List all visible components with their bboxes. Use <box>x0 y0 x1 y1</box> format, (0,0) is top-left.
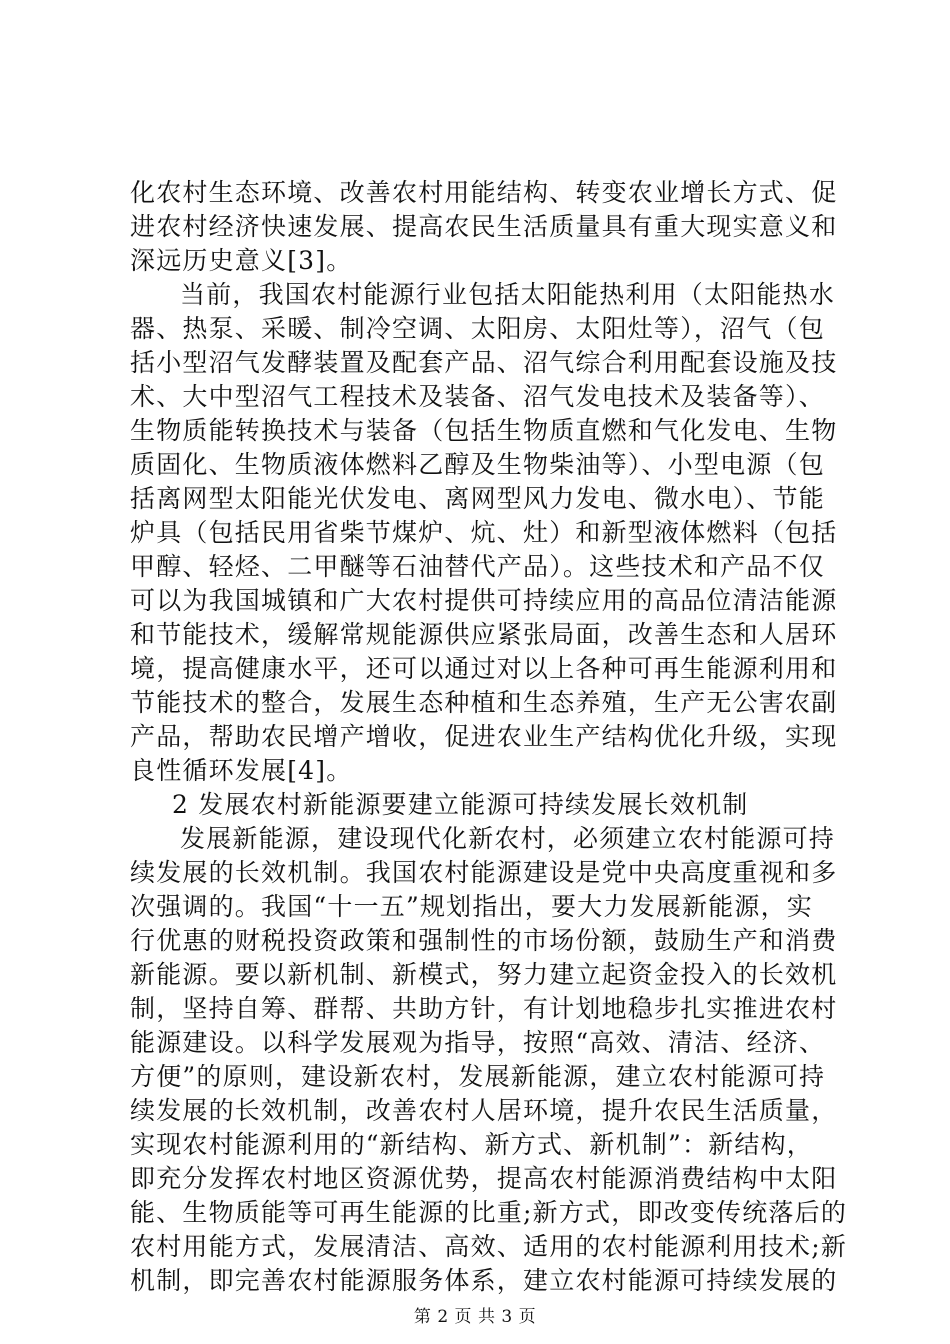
text-line: 甲醇、轻烃、二甲醚等石油替代产品）。这些技术和产品不仅 <box>130 552 825 581</box>
paragraph-start-line: 当前，我国农村能源行业包括太阳能热利用（太阳能热水 <box>180 280 836 309</box>
text-line: 续发展的长效机制，改善农村人居环境，提升农民生活质量， <box>130 1096 838 1125</box>
text-line: 术、大中型沼气工程技术及装备、沼气发电技术及装备等）、 <box>130 382 825 411</box>
text-line: 制，坚持自筹、群帮、共助方针，有计划地稳步扎实推进农村 <box>130 994 838 1023</box>
text-line: 炉具（包括民用省柴节煤炉、炕、灶）和新型液体燃料（包括 <box>130 518 838 547</box>
text-line: 产品，帮助农民增产增收，促进农业生产结构优化升级，实现 <box>130 722 838 751</box>
text-line: 实现农村能源利用的“新结构、新方式、新机制”：新结构， <box>130 1130 813 1159</box>
text-line: 农村用能方式，发展清洁、高效、适用的农村能源利用技术;新 <box>130 1232 848 1261</box>
paragraph-start-line: 发展新能源，建设现代化新农村，必须建立农村能源可持 <box>180 824 836 853</box>
text-line: 境，提高健康水平，还可以通过对以上各种可再生能源利用和 <box>130 654 838 683</box>
text-line: 括小型沼气发酵装置及配套产品、沼气综合利用配套设施及技 <box>130 348 838 377</box>
text-line: 质固化、生物质液体燃料乙醇及生物柴油等）、小型电源（包 <box>130 450 825 479</box>
text-line: 深远历史意义[3]。 <box>130 246 353 275</box>
text-line: 可以为我国城镇和广大农村提供可持续应用的高品位清洁能源 <box>130 586 838 615</box>
text-line: 括离网型太阳能光伏发电、离网型风力发电、微水电）、节能 <box>130 484 825 513</box>
text-line: 生物质能转换技术与装备（包括生物质直燃和气化发电、生物 <box>130 416 838 445</box>
text-line: 次强调的。我国“十一五”规划指出，要大力发展新能源，实 <box>130 892 813 921</box>
text-line: 续发展的长效机制。我国农村能源建设是党中央高度重视和多 <box>130 858 838 887</box>
section-heading: 2 发展农村新能源要建立能源可持续发展长效机制 <box>172 790 749 819</box>
page-number-footer: 第 2 页 共 3 页 <box>413 1307 537 1327</box>
text-line: 能源建设。以科学发展观为指导，按照“高效、清洁、经济、 <box>130 1028 826 1057</box>
text-line: 机制，即完善农村能源服务体系，建立农村能源可持续发展的 <box>130 1266 838 1295</box>
text-line: 能、生物质能等可再生能源的比重;新方式，即改变传统落后的 <box>130 1198 848 1227</box>
text-line: 器、热泵、采暖、制冷空调、太阳房、太阳灶等），沼气（包 <box>130 314 825 343</box>
text-line: 化农村生态环境、改善农村用能结构、转变农业增长方式、促 <box>130 178 838 207</box>
text-line: 节能技术的整合，发展生态种植和生态养殖，生产无公害农副 <box>130 688 838 717</box>
text-line: 和节能技术，缓解常规能源供应紧张局面，改善生态和人居环 <box>130 620 838 649</box>
text-line: 良性循环发展[4]。 <box>130 756 353 785</box>
text-line: 进农村经济快速发展、提高农民生活质量具有重大现实意义和 <box>130 212 838 241</box>
text-line: 方便”的原则，建设新农村，发展新能源，建立农村能源可持 <box>130 1062 826 1091</box>
text-line: 即充分发挥农村地区资源优势，提高农村能源消费结构中太阳 <box>130 1164 838 1193</box>
text-line: 新能源。要以新机制、新模式，努力建立起资金投入的长效机 <box>130 960 838 989</box>
text-line: 行优惠的财税投资政策和强制性的市场份额，鼓励生产和消费 <box>130 926 838 955</box>
